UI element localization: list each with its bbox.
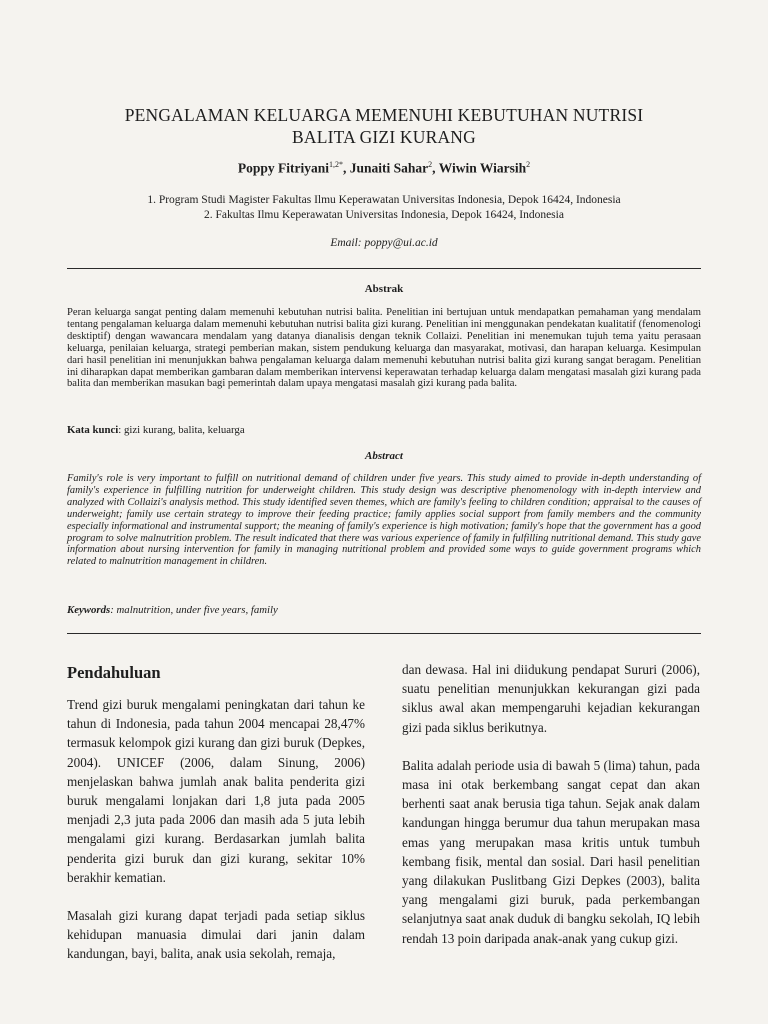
divider-top <box>67 268 701 269</box>
paragraph: Trend gizi buruk mengalami peningkatan dari tahun ke tahun di Indonesia, pada tahun 2004 mencapai 28,47% termasuk kelompok gizi kurang dan gizi buruk (Depkes, 2004). UNICEF (2006, dalam Sinung, 2006) menjelaskan bahwa jumlah anak balita penderita gizi buruk mengalami lonjakan dari 1,8 juta pada 2005 menjadi 2,3 juta pada 2006 dan masih ada 5 juta lebih mengalami gizi kurang. Berdasarkan jumlah balita penderita gizi buruk dan gizi kurang, sekitar 10% berakhir kematian. <box>67 697 365 885</box>
paragraph: Balita adalah periode usia di bawah 5 (lima) tahun, pada masa ini otak berkembang sangat cepat dan akan berhenti saat anak berusia tiga tahun. Sejak anak dalam kandungan hingga berumur dua tahun merupakan masa emas yang merupakan masa kritis untuk tumbuh kembang fisik, mental dan sosial. Dari hasil penelitian yang dilakukan Puslitbang Gizi Depkes (2003), balita yang mengalami gizi buruk, pada perkembangan selanjutnya saat anak duduk di bangku sekolah, IQ lebih rendah 13 poin daripada anak-anak yang cukup gizi. <box>402 757 700 946</box>
paragraph: Masalah gizi kurang dapat terjadi pada setiap siklus kehidupan manuasia dimulai dari janin dalam kandungan, bayi, balita, anak usia sekolah, remaja, <box>67 908 365 962</box>
section-title: Pendahuluan <box>67 663 161 682</box>
author-name: Junaiti Sahar <box>349 160 429 176</box>
author-affiliation-mark: 2 <box>526 160 531 169</box>
author-separator: , <box>343 160 350 176</box>
kata-kunci-text: : gizi kurang, balita, keluarga <box>118 424 245 436</box>
author-list <box>60 160 708 177</box>
keywords <box>67 604 278 616</box>
abstrak-body: Peran keluarga sangat penting dalam memenuhi kebutuhan nutrisi balita. Penelitian ini bertujuan untuk mendapatkan pemahaman yang mendalam tentang pengalaman keluarga dalam memenuhi kebutuhan nutrisi balita gizi kurang. Penelitian ini menggunakan pendekatan kualitatif (fenomenologi desktiptif) dengan wawancara mendalam yang datanya dianalisis dengan teknik Collaizi. Penelitian ini menemukan tujuh tema yaitu perasaan keluarga, penilaian keluarga, strategi pemberian makan, sistem pendukung keluarga dan masyarakat, motivasi, dan harapan keluarga. Kesimpulan dari hasil penelitian ini menunjukkan bahwa pengalaman keluarga dalam memenuhi kebutuhan nutrisi balita gizi kurang sangat beragam. Penelitian ini diharapkan dapat memberikan gambaran dalam memberikan intervensi keperawatan terhadap keluarga dalam mengatasi masalah gizi kurang pada balita dan memberikan masukan bagi pemerintah dalam upaya mengatasi masalah gizi kurang pada balita. <box>67 307 701 390</box>
contact-email: Email: poppy@ui.ac.id <box>330 237 438 249</box>
kata-kunci-label: Kata kunci <box>67 424 119 436</box>
abstract-body: Family's role is very important to fulfill on nutritional demand of children under five years. This study aimed to provide in-depth understanding of family's experience in fulfilling nutrition for underweight children. This study design was descriptive phenomenology with in-depth interview and analyzed with Collaizi's analysis method. This study identified seven themes, which are family's feeling to children condition; appraisal to the causes of underweight; family use certain strategy to improve their feeding practice; family applies social support from family members and the community especially informational and instrumental support; the meaning of family's experience is high motivation; family's hope that the government has a good program to solve malnutrition problem. The result indicated that there was various experience of family in fulfilling nutritional demand. This study gave information about nursing intervention for family in managing nutritional problem and provided some ways to guide government programs which related to malnutrition management in children. <box>67 473 701 568</box>
affiliation-2: 2. Fakultas Ilmu Keperawatan Universitas Indonesia, Depok 16424, Indonesia <box>204 209 564 221</box>
affiliations <box>60 193 708 223</box>
divider-bottom <box>67 633 701 634</box>
paragraph: dan dewasa. Hal ini diidukung pendapat Sururi (2006), suatu penelitian menunjukkan kekurangan gizi pada siklus awal akan mempengaruhi kejadian kekurangan gizi pada siklus berikutnya. <box>402 662 700 735</box>
abstrak-heading: Abstrak <box>364 283 404 295</box>
paper-title <box>60 104 708 148</box>
kata-kunci <box>67 424 245 436</box>
abstract-heading: Abstract <box>365 450 403 462</box>
author-affiliation-mark: 1,2* <box>329 160 344 169</box>
author-affiliation-mark: 2 <box>428 160 433 169</box>
title-line-2: BALITA GIZI KURANG <box>292 127 476 147</box>
author-name: Wiwin Wiarsih <box>438 160 527 176</box>
author-name: Poppy Fitriyani <box>237 160 330 176</box>
keywords-label: Keywords <box>67 604 111 616</box>
author-separator: , <box>432 160 439 176</box>
title-line-1: PENGALAMAN KELUARGA MEMENUHI KEBUTUHAN NUTRISI <box>124 105 644 125</box>
body-column-left <box>67 695 365 964</box>
keywords-text: : malnutrition, under five years, family <box>110 604 278 616</box>
body-column-right <box>402 660 700 948</box>
affiliation-1: 1. Program Studi Magister Fakultas Ilmu Keperawatan Universitas Indonesia, Depok 16424, Indonesia <box>147 194 621 206</box>
